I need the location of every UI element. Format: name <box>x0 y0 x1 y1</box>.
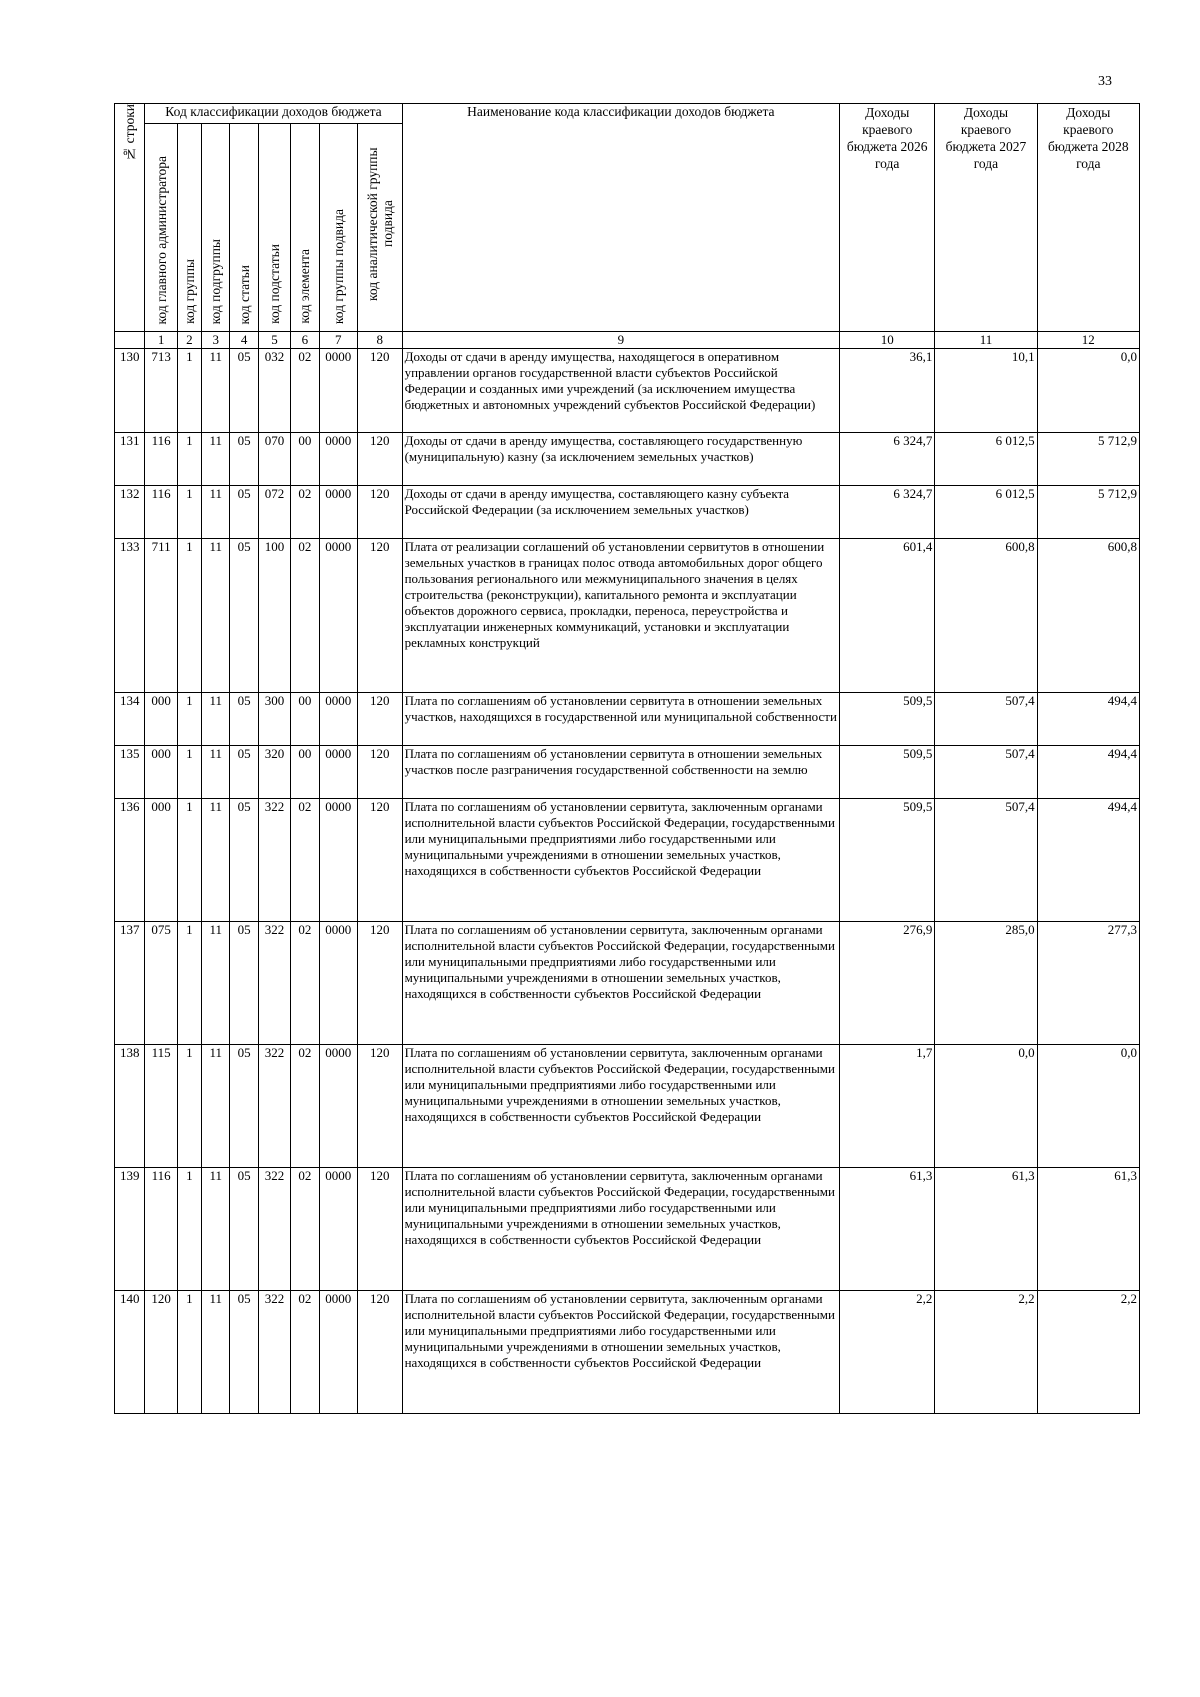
analytic-subtype-code-header: код аналитической группы подвида <box>358 124 403 332</box>
subtype-group-code-cell: 0000 <box>319 1168 357 1291</box>
subtype-group-code-cell: 0000 <box>319 433 357 486</box>
revenue-2027-header: Доходы краевого бюджета 2027 года <box>935 104 1037 332</box>
column-number: 4 <box>230 332 258 349</box>
revenue-2027-cell: 600,8 <box>935 539 1037 693</box>
revenue-2027-cell: 0,0 <box>935 1045 1037 1168</box>
column-number: 3 <box>202 332 230 349</box>
analytic-subtype-code-cell: 120 <box>358 1168 403 1291</box>
row-number-cell: 132 <box>115 486 145 539</box>
revenue-2026-cell: 276,9 <box>840 922 935 1045</box>
subgroup-code-cell: 11 <box>202 1168 230 1291</box>
column-number: 6 <box>291 332 319 349</box>
revenue-2028-cell: 494,4 <box>1037 799 1139 922</box>
row-number-cell: 139 <box>115 1168 145 1291</box>
article-code-cell: 05 <box>230 1045 258 1168</box>
row-number-cell: 133 <box>115 539 145 693</box>
admin-code-cell: 000 <box>145 746 177 799</box>
element-code-cell: 02 <box>291 922 319 1045</box>
subarticle-code-cell: 300 <box>258 693 290 746</box>
row-number-cell: 131 <box>115 433 145 486</box>
subarticle-code-cell: 032 <box>258 349 290 433</box>
subarticle-code-cell: 322 <box>258 799 290 922</box>
admin-code-cell: 711 <box>145 539 177 693</box>
budget-table <box>114 103 1140 1414</box>
revenue-2026-cell: 6 324,7 <box>840 433 935 486</box>
group-code-cell: 1 <box>177 1291 201 1414</box>
revenue-2028-cell: 494,4 <box>1037 693 1139 746</box>
group-code-cell: 1 <box>177 486 201 539</box>
article-code-cell: 05 <box>230 349 258 433</box>
analytic-subtype-code-cell: 120 <box>358 433 403 486</box>
column-numbers-row <box>115 332 1140 349</box>
revenue-2028-cell: 600,8 <box>1037 539 1139 693</box>
page-number: 33 <box>1098 74 1112 89</box>
admin-code-cell: 116 <box>145 486 177 539</box>
subtype-group-code-cell: 0000 <box>319 539 357 693</box>
code-name-cell: Доходы от сдачи в аренду имущества, составляющего казну субъекта Российской Федерации (за исключением земельных участков) <box>402 486 840 539</box>
revenue-2028-cell: 2,2 <box>1037 1291 1139 1414</box>
row-number-cell: 140 <box>115 1291 145 1414</box>
revenue-2027-cell: 507,4 <box>935 799 1037 922</box>
subtype-group-code-header: код группы подвида <box>319 124 357 332</box>
revenue-2028-cell: 494,4 <box>1037 746 1139 799</box>
element-code-cell: 02 <box>291 1291 319 1414</box>
column-number: 2 <box>177 332 201 349</box>
column-number: 5 <box>258 332 290 349</box>
revenue-2027-cell: 10,1 <box>935 349 1037 433</box>
group-code-cell: 1 <box>177 539 201 693</box>
row-number-cell: 138 <box>115 1045 145 1168</box>
code-name-cell: Плата по соглашениям об установлении сервитута, заключенным органами исполнительной власти субъектов Российской Федерации, государственными или муниципальными предприятиями либо государственными или муниципальными учреждениями в отношении земельных участков, находящихся в собственности субъектов Российской Федерации <box>402 1291 840 1414</box>
table-row <box>115 746 1140 799</box>
revenue-2026-cell: 509,5 <box>840 746 935 799</box>
group-code-cell: 1 <box>177 799 201 922</box>
column-number <box>115 332 145 349</box>
revenue-2027-cell: 285,0 <box>935 922 1037 1045</box>
element-code-cell: 02 <box>291 799 319 922</box>
analytic-subtype-code-cell: 120 <box>358 1045 403 1168</box>
revenue-2028-cell: 277,3 <box>1037 922 1139 1045</box>
admin-code-cell: 116 <box>145 433 177 486</box>
element-code-cell: 02 <box>291 349 319 433</box>
admin-code-cell: 075 <box>145 922 177 1045</box>
subarticle-code-cell: 072 <box>258 486 290 539</box>
revenue-2028-cell: 5 712,9 <box>1037 486 1139 539</box>
table-row <box>115 1168 1140 1291</box>
revenue-2026-cell: 6 324,7 <box>840 486 935 539</box>
revenue-2026-cell: 61,3 <box>840 1168 935 1291</box>
element-code-cell: 02 <box>291 539 319 693</box>
column-number: 11 <box>935 332 1037 349</box>
subgroup-code-header: код подгруппы <box>202 124 230 332</box>
row-number-cell: 137 <box>115 922 145 1045</box>
admin-code-cell: 115 <box>145 1045 177 1168</box>
column-number: 12 <box>1037 332 1139 349</box>
article-code-cell: 05 <box>230 746 258 799</box>
revenue-2026-cell: 1,7 <box>840 1045 935 1168</box>
admin-code-cell: 713 <box>145 349 177 433</box>
subgroup-code-cell: 11 <box>202 746 230 799</box>
revenue-2027-cell: 507,4 <box>935 693 1037 746</box>
analytic-subtype-code-cell: 120 <box>358 922 403 1045</box>
revenue-2027-cell: 6 012,5 <box>935 486 1037 539</box>
element-code-cell: 00 <box>291 746 319 799</box>
column-number: 10 <box>840 332 935 349</box>
group-code-cell: 1 <box>177 746 201 799</box>
table-row <box>115 1045 1140 1168</box>
revenue-2028-cell: 5 712,9 <box>1037 433 1139 486</box>
revenue-2027-cell: 61,3 <box>935 1168 1037 1291</box>
subarticle-code-cell: 322 <box>258 1168 290 1291</box>
subarticle-code-cell: 322 <box>258 1045 290 1168</box>
table-row <box>115 693 1140 746</box>
revenue-2027-cell: 2,2 <box>935 1291 1037 1414</box>
column-number: 9 <box>402 332 840 349</box>
admin-code-cell: 120 <box>145 1291 177 1414</box>
code-name-cell: Доходы от сдачи в аренду имущества, составляющего государственную (муниципальную) казну (за исключением земельных участков) <box>402 433 840 486</box>
admin-code-header: код главного администратора <box>145 124 177 332</box>
code-name-cell: Доходы от сдачи в аренду имущества, находящегося в оперативном управлении органов государственной власти субъектов Российской Федерации и созданных ими учреждений (за исключением имущества бюджетных и автономных учреждений субъектов Российской Федерации) <box>402 349 840 433</box>
element-code-cell: 00 <box>291 433 319 486</box>
group-code-cell: 1 <box>177 922 201 1045</box>
group-code-cell: 1 <box>177 693 201 746</box>
subtype-group-code-cell: 0000 <box>319 922 357 1045</box>
subgroup-code-cell: 11 <box>202 693 230 746</box>
table-row <box>115 433 1140 486</box>
revenue-2028-header: Доходы краевого бюджета 2028 года <box>1037 104 1139 332</box>
code-name-cell: Плата по соглашениям об установлении сервитута, заключенным органами исполнительной власти субъектов Российской Федерации, государственными или муниципальными предприятиями либо государственными или муниципальными учреждениями в отношении земельных участков, находящихся в собственности субъектов Российской Федерации <box>402 799 840 922</box>
subtype-group-code-cell: 0000 <box>319 693 357 746</box>
revenue-2026-cell: 36,1 <box>840 349 935 433</box>
group-code-cell: 1 <box>177 1168 201 1291</box>
table-row <box>115 799 1140 922</box>
subgroup-code-cell: 11 <box>202 486 230 539</box>
revenue-2028-cell: 61,3 <box>1037 1168 1139 1291</box>
code-name-cell: Плата по соглашениям об установлении сервитута, заключенным органами исполнительной власти субъектов Российской Федерации, государственными или муниципальными предприятиями либо государственными или муниципальными учреждениями в отношении земельных участков, находящихся в собственности субъектов Российской Федерации <box>402 922 840 1045</box>
code-name-cell: Плата от реализации соглашений об установлении сервитутов в отношении земельных участков в границах полос отвода автомобильных дорог общего пользования регионального или межмуниципального значения в целях строительства (реконструкции), капитального ремонта и эксплуатации объектов дорожного сервиса, прокладки, переноса, переустройства и эксплуатации инженерных коммуникаций, установки и эксплуатации рекламных конструкций <box>402 539 840 693</box>
table-row <box>115 539 1140 693</box>
article-code-cell: 05 <box>230 1168 258 1291</box>
analytic-subtype-code-cell: 120 <box>358 349 403 433</box>
element-code-header: код элемента <box>291 124 319 332</box>
revenue-2026-header: Доходы краевого бюджета 2026 года <box>840 104 935 332</box>
subtype-group-code-cell: 0000 <box>319 799 357 922</box>
subgroup-code-cell: 11 <box>202 922 230 1045</box>
article-code-header: код статьи <box>230 124 258 332</box>
code-name-cell: Плата по соглашениям об установлении сервитута, заключенным органами исполнительной власти субъектов Российской Федерации, государственными или муниципальными предприятиями либо государственными или муниципальными учреждениями в отношении земельных участков, находящихся в собственности субъектов Российской Федерации <box>402 1045 840 1168</box>
subarticle-code-cell: 322 <box>258 1291 290 1414</box>
revenue-2026-cell: 2,2 <box>840 1291 935 1414</box>
row-number-cell: 130 <box>115 349 145 433</box>
revenue-2027-cell: 507,4 <box>935 746 1037 799</box>
admin-code-cell: 000 <box>145 799 177 922</box>
article-code-cell: 05 <box>230 539 258 693</box>
article-code-cell: 05 <box>230 922 258 1045</box>
analytic-subtype-code-cell: 120 <box>358 693 403 746</box>
table-row <box>115 486 1140 539</box>
group-code-header: код группы <box>177 124 201 332</box>
article-code-cell: 05 <box>230 1291 258 1414</box>
analytic-subtype-code-cell: 120 <box>358 746 403 799</box>
row-number-cell: 136 <box>115 799 145 922</box>
subarticle-code-cell: 100 <box>258 539 290 693</box>
article-code-cell: 05 <box>230 799 258 922</box>
analytic-subtype-code-cell: 120 <box>358 486 403 539</box>
subgroup-code-cell: 11 <box>202 1291 230 1414</box>
table-row <box>115 922 1140 1045</box>
subarticle-code-header: код подстатьи <box>258 124 290 332</box>
group-code-cell: 1 <box>177 1045 201 1168</box>
row-number-cell: 134 <box>115 693 145 746</box>
article-code-cell: 05 <box>230 486 258 539</box>
column-number: 1 <box>145 332 177 349</box>
admin-code-cell: 000 <box>145 693 177 746</box>
code-name-cell: Плата по соглашениям об установлении сервитута в отношении земельных участков, находящихся в государственной или муниципальной собственности <box>402 693 840 746</box>
row-number-header: № строки <box>115 104 145 332</box>
revenue-2026-cell: 601,4 <box>840 539 935 693</box>
subtype-group-code-cell: 0000 <box>319 486 357 539</box>
element-code-cell: 02 <box>291 1168 319 1291</box>
element-code-cell: 02 <box>291 1045 319 1168</box>
analytic-subtype-code-cell: 120 <box>358 799 403 922</box>
code-name-header: Наименование кода классификации доходов бюджета <box>402 104 840 332</box>
analytic-subtype-code-cell: 120 <box>358 1291 403 1414</box>
analytic-subtype-code-cell: 120 <box>358 539 403 693</box>
subgroup-code-cell: 11 <box>202 349 230 433</box>
subtype-group-code-cell: 0000 <box>319 746 357 799</box>
code-name-cell: Плата по соглашениям об установлении сервитута, заключенным органами исполнительной власти субъектов Российской Федерации, государственными или муниципальными предприятиями либо государственными или муниципальными учреждениями в отношении земельных участков, находящихся в собственности субъектов Российской Федерации <box>402 1168 840 1291</box>
subgroup-code-cell: 11 <box>202 799 230 922</box>
article-code-cell: 05 <box>230 433 258 486</box>
code-name-cell: Плата по соглашениям об установлении сервитута в отношении земельных участков после разграничения государственной собственности на землю <box>402 746 840 799</box>
revenue-2028-cell: 0,0 <box>1037 349 1139 433</box>
element-code-cell: 02 <box>291 486 319 539</box>
table-row <box>115 1291 1140 1414</box>
subtype-group-code-cell: 0000 <box>319 349 357 433</box>
revenue-2026-cell: 509,5 <box>840 693 935 746</box>
subgroup-code-cell: 11 <box>202 539 230 693</box>
group-code-cell: 1 <box>177 349 201 433</box>
group-code-cell: 1 <box>177 433 201 486</box>
revenue-2027-cell: 6 012,5 <box>935 433 1037 486</box>
article-code-cell: 05 <box>230 693 258 746</box>
subarticle-code-cell: 320 <box>258 746 290 799</box>
subarticle-code-cell: 070 <box>258 433 290 486</box>
column-number: 8 <box>358 332 403 349</box>
revenue-2026-cell: 509,5 <box>840 799 935 922</box>
classification-code-group-header: Код классификации доходов бюджета <box>145 104 402 124</box>
column-number: 7 <box>319 332 357 349</box>
table-row <box>115 349 1140 433</box>
subtype-group-code-cell: 0000 <box>319 1291 357 1414</box>
admin-code-cell: 116 <box>145 1168 177 1291</box>
subgroup-code-cell: 11 <box>202 1045 230 1168</box>
subgroup-code-cell: 11 <box>202 433 230 486</box>
revenue-2028-cell: 0,0 <box>1037 1045 1139 1168</box>
row-number-cell: 135 <box>115 746 145 799</box>
subtype-group-code-cell: 0000 <box>319 1045 357 1168</box>
element-code-cell: 00 <box>291 693 319 746</box>
subarticle-code-cell: 322 <box>258 922 290 1045</box>
